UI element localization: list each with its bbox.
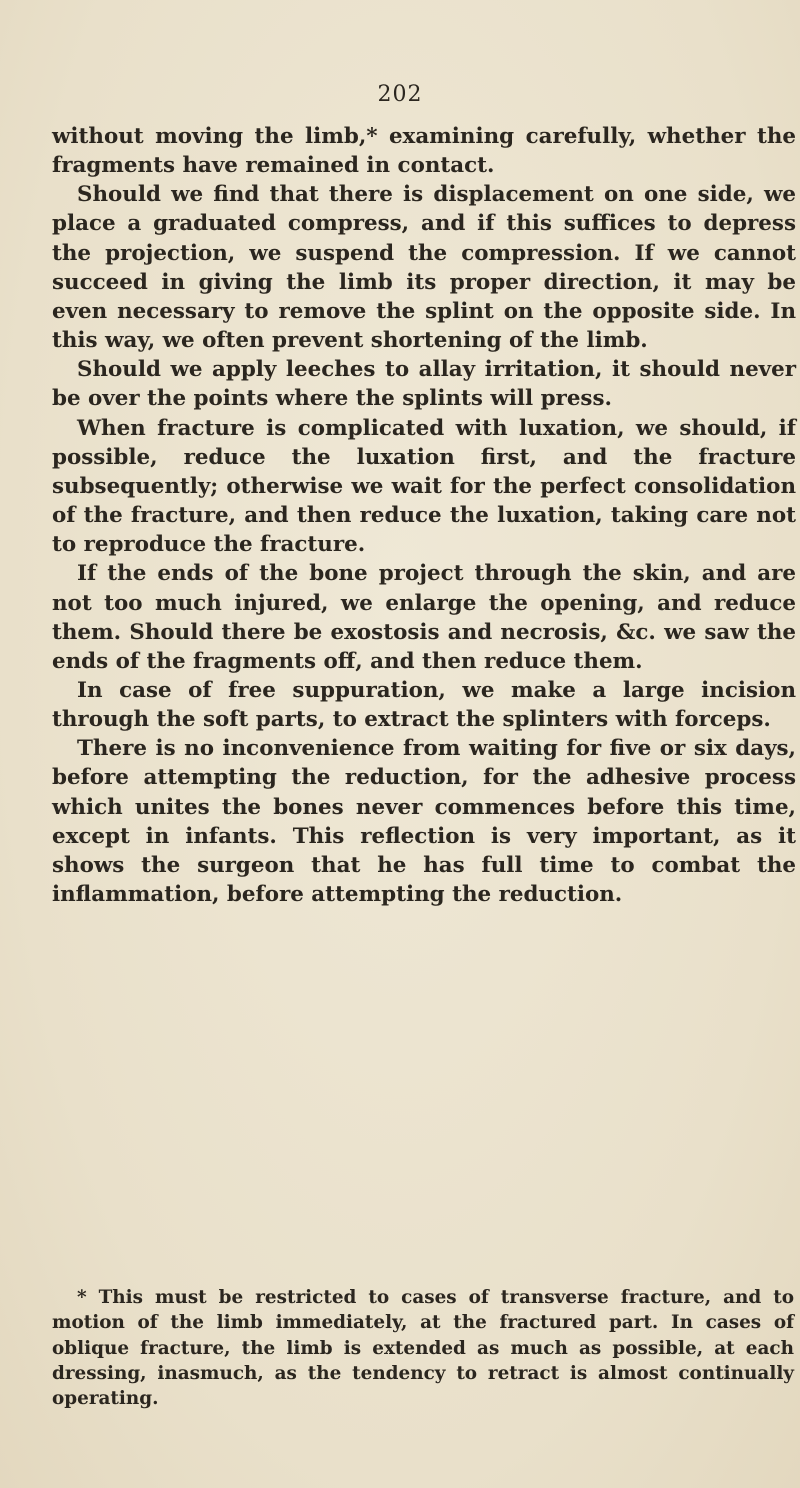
paragraph: without moving the limb,* examining carefully, whether the fragments have remained in contact. bbox=[52, 124, 796, 179]
paragraph: Should we find that there is displacement on one side, we place a graduated compress, and if this suffices to depress the projection, we suspend the compression. If we cannot succeed in giving the limb its proper direction, it may be even necessary to remove the splint on the opposite side. In this way, we often prevent shortening of the limb. bbox=[52, 182, 796, 354]
paragraph: When fracture is complicated with luxation, we should, if possible, reduce the luxation first, and the fracture subsequently; otherwise we wait for the perfect consolidation of the fracture, and then reduce the luxation, taking care not to reproduce the fracture. bbox=[52, 415, 796, 558]
footnote: * This must be restricted to cases of transverse fracture, and to motion of the limb immediately, at the fractured part. In cases of oblique fracture, the limb is extended as much as possible, at each dressing, inasmuch, as the tendency to retract is almost continually operating. bbox=[52, 1287, 794, 1410]
body-text bbox=[52, 122, 796, 909]
paragraph: If the ends of the bone project through the skin, and are not too much injured, we enlarge the opening, and reduce them. Should there be exostosis and necrosis, &c. we saw the ends of the fragments off, and then reduce them. bbox=[52, 561, 796, 674]
paragraph: In case of free suppuration, we make a large incision through the soft parts, to extract the splinters with forceps. bbox=[52, 677, 796, 733]
paragraph: Should we apply leeches to allay irritation, it should never be over the points where the splints will press. bbox=[52, 357, 796, 412]
paragraph: There is no inconvenience from waiting for five or six days, before attempting the reduction, for the adhesive process which unites the bones never commences before this time, except in infants. This reflection is very important, as it shows the surgeon that he has full time to combat the inflammation, before attempting the reduction. bbox=[52, 736, 796, 908]
page-number: 202 bbox=[377, 82, 423, 107]
